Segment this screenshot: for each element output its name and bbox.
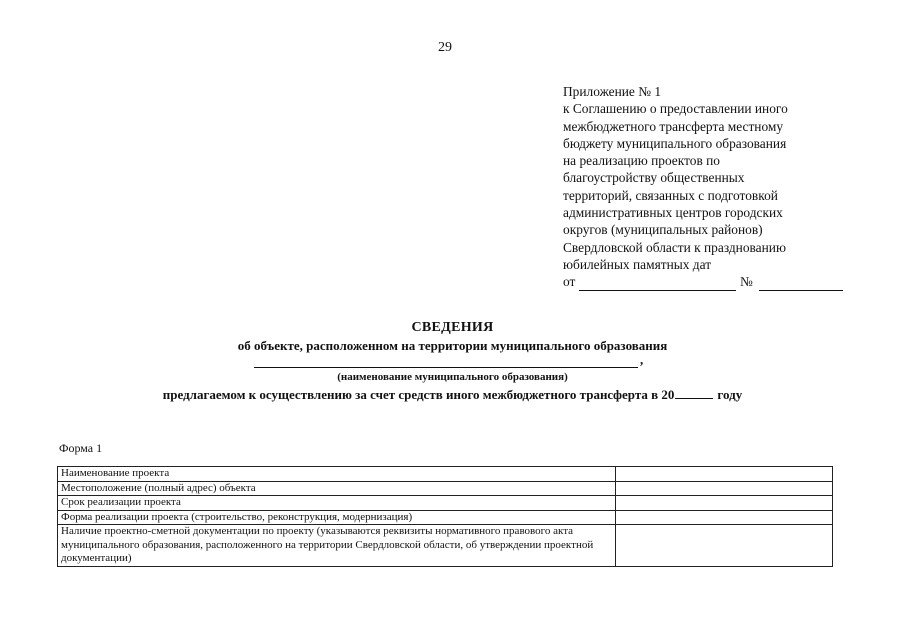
appendix-line: административных центров городских — [563, 205, 783, 221]
document-title: СВЕДЕНИЯ — [411, 320, 494, 335]
number-sign: № — [740, 274, 753, 290]
appendix-line: округов (муниципальных районов) — [563, 222, 763, 238]
row-label: Наименование проекта — [58, 467, 616, 482]
date-blank-field[interactable] — [579, 277, 736, 291]
purpose-line — [0, 386, 905, 403]
appendix-line: территорий, связанных с подготовкой — [563, 187, 778, 203]
appendix-line: юбилейных памятных дат — [563, 256, 712, 272]
document-subtitle: об объекте, расположенном на территории муниципального образования — [237, 338, 668, 353]
row-value-cell[interactable] — [615, 481, 832, 496]
number-blank-field[interactable] — [759, 277, 843, 291]
table-row — [58, 496, 833, 511]
appendix-line: к Соглашению о предоставлении иного — [563, 101, 788, 117]
agreement-date-line — [563, 273, 843, 290]
appendix-line: межбюджетного трансферта местному — [563, 118, 784, 134]
appendix-block — [563, 83, 843, 291]
row-label: Форма реализации проекта (строительство, реконструкция, модернизация) — [58, 510, 616, 525]
table-row — [58, 525, 833, 567]
municipality-name-caption: (наименование муниципального образования) — [337, 371, 568, 383]
table-row — [58, 481, 833, 496]
row-label: Срок реализации проекта — [58, 496, 616, 511]
row-value-cell[interactable] — [615, 510, 832, 525]
row-value-cell[interactable] — [615, 525, 832, 567]
appendix-line: бюджету муниципального образования — [563, 135, 787, 151]
page-number: 29 — [438, 40, 452, 55]
row-value-cell[interactable] — [615, 467, 832, 482]
year-blank-field[interactable] — [675, 386, 713, 399]
table-row — [58, 510, 833, 525]
table-row — [58, 467, 833, 482]
appendix-line: Приложение № 1 — [563, 84, 662, 99]
purpose-year-word: году — [717, 387, 743, 402]
purpose-text: предлагаемом к осуществлению за счет средств иного межбюджетного трансферта в 20 — [162, 387, 675, 402]
row-value-cell[interactable] — [615, 496, 832, 511]
name-comma: , — [640, 352, 644, 367]
project-info-table — [57, 466, 833, 567]
municipality-name-blank-field[interactable] — [254, 353, 638, 368]
appendix-line: на реализацию проектов по — [563, 153, 720, 169]
date-prefix: от — [563, 274, 576, 290]
row-label: Местоположение (полный адрес) объекта — [58, 481, 616, 496]
row-label: Наличие проектно-сметной документации по проекту (указываются реквизиты нормативного правового акта муниципального образования, расположенного на территории Свердловской области, об утверждении проектной документации) — [58, 525, 616, 567]
appendix-line: Свердловской области к празднованию — [563, 239, 786, 255]
appendix-line: благоустройству общественных — [563, 170, 745, 186]
form-label: Форма 1 — [59, 441, 103, 455]
